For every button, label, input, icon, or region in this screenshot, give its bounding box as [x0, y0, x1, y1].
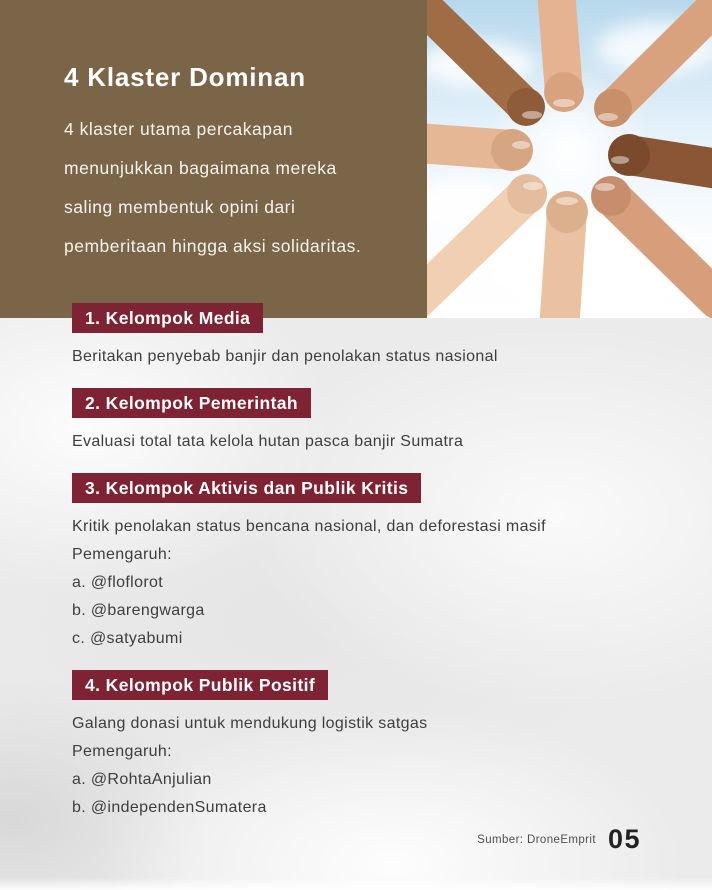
unity-fists-photo [427, 0, 712, 318]
cluster-badge: 3. Kelompok Aktivis dan Publik Kritis [72, 473, 421, 503]
source-label: Sumber: DroneEmprit [477, 833, 596, 846]
cluster-section-media [72, 303, 652, 371]
cluster-detail-line: Galang donasi untuk mendukung logistik satgas [72, 715, 428, 732]
hero-description [64, 110, 361, 266]
influencer-handle: a. @RohtaAnjulian [72, 771, 212, 788]
page-title: 4 Klaster Dominan [64, 62, 306, 92]
cluster-detail-line: Pemengaruh: [72, 546, 172, 563]
cluster-section-aktivis [72, 473, 652, 653]
hero-description-line: pemberitaan hingga aksi solidaritas. [64, 236, 362, 256]
influencer-handle: c. @satyabumi [72, 630, 183, 647]
cluster-detail-line: Kritik penolakan status bencana nasional, dan deforestasi masif [72, 518, 546, 535]
page-number: 05 [607, 824, 641, 854]
cluster-detail-line: Evaluasi total tata kelola hutan pasca banjir Sumatra [72, 433, 464, 450]
hero-description-line: menunjukkan bagaimana mereka [64, 158, 337, 178]
influencer-handle: b. @barengwarga [72, 602, 205, 619]
cluster-section-publik-positif [72, 670, 652, 822]
hero-panel [0, 0, 427, 318]
cluster-sections [72, 303, 652, 839]
influencer-handle: b. @independenSumatera [72, 799, 267, 816]
page-bottom-edge [0, 878, 712, 890]
hero-description-line: 4 klaster utama percakapan [64, 119, 293, 139]
cluster-badge: 2. Kelompok Pemerintah [72, 388, 311, 418]
cluster-badge: 4. Kelompok Publik Positif [72, 670, 328, 700]
hero-description-line: saling membentuk opini dari [64, 197, 296, 217]
influencer-handle: a. @floflorot [72, 574, 164, 591]
cluster-detail-line: Pemengaruh: [72, 743, 172, 760]
unity-fists-illustration [427, 0, 712, 318]
cluster-badge: 1. Kelompok Media [72, 303, 263, 333]
cluster-section-pemerintah [72, 388, 652, 456]
page-footer [477, 824, 641, 855]
cluster-detail-line: Beritakan penyebab banjir dan penolakan status nasional [72, 348, 498, 365]
